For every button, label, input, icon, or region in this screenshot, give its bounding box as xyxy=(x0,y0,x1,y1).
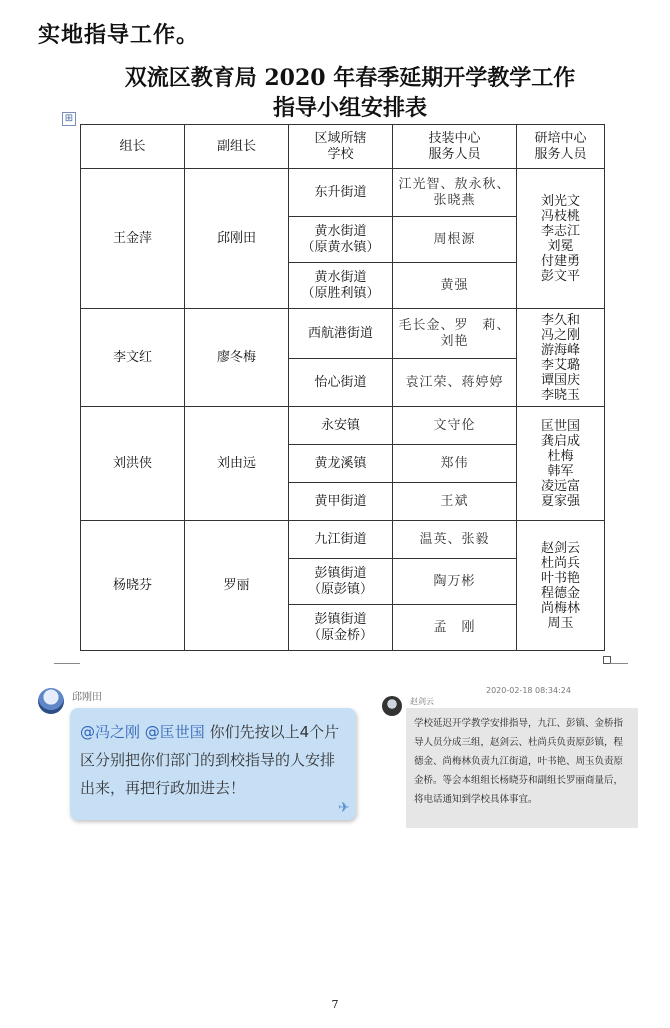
district-cell: 西航港街道 xyxy=(289,309,393,359)
tech-staff-cell: 袁江荣、蒋婷婷 xyxy=(393,359,517,407)
research-staff-cell: 赵剑云 杜尚兵 叶书艳 程德金 尚梅林 周玉 xyxy=(517,521,605,651)
section-heading: 实地指导工作。 xyxy=(38,22,200,48)
district-cell: 九江街道 xyxy=(289,521,393,559)
header-tech-center: 技装中心 服务人员 xyxy=(393,125,517,169)
document-title-line1: 双流区教育局 2020 年春季延期开学教学工作 xyxy=(124,65,576,91)
tech-staff-cell: 文守伦 xyxy=(393,407,517,445)
district-cell: 黄水街道 （原胜利镇） xyxy=(289,263,393,309)
deputy-cell: 邱刚田 xyxy=(185,169,289,309)
tech-staff-cell: 郑伟 xyxy=(393,445,517,483)
page-number: 7 xyxy=(331,998,339,1011)
message2-text: 学校延迟开学教学安排指导，九江、彭镇、金桥指导人员分成三组，赵剑云、杜尚兵负责原彭镇，程德金、尚梅林负责九江街道，叶书艳、周玉负责原金桥。等会本组组长杨晓芬和副组长罗丽商量后，将电话通知到学校具体事宜。 xyxy=(414,718,624,805)
deputy-cell: 刘由远 xyxy=(185,407,289,521)
header-district: 区域所辖 学校 xyxy=(289,125,393,169)
deputy-cell: 廖冬梅 xyxy=(185,309,289,407)
message1-bubble xyxy=(70,708,356,820)
table-move-handle-icon[interactable]: ⊞ xyxy=(62,112,76,126)
district-cell: 彭镇街道 （原彭镇） xyxy=(289,559,393,605)
sender-avatar[interactable] xyxy=(382,696,402,716)
table-row xyxy=(81,169,605,217)
district-cell: 怡心街道 xyxy=(289,359,393,407)
tech-staff-cell: 陶万彬 xyxy=(393,559,517,605)
table-row xyxy=(81,521,605,559)
message1-text: 你们先按以上4个片区分别把你们部门的到校指导的人安排出来，再把行政加进去！ xyxy=(80,723,340,797)
table-row xyxy=(81,407,605,445)
leader-cell: 王金萍 xyxy=(81,169,185,309)
table-row xyxy=(81,309,605,359)
header-leader: 组长 xyxy=(81,125,185,169)
leader-cell: 李文红 xyxy=(81,309,185,407)
header-research-center: 研培中心 服务人员 xyxy=(517,125,605,169)
message1-sender-name: 邱刚田 xyxy=(72,692,102,703)
mention-link[interactable]: @冯之刚 xyxy=(80,723,141,741)
district-cell: 永安镇 xyxy=(289,407,393,445)
margin-rule-left xyxy=(54,663,80,664)
mention-link[interactable]: @匡世国 xyxy=(144,723,205,741)
tech-staff-cell: 江光智、敖永秋、 张晓燕 xyxy=(393,169,517,217)
document-title-line2: 指导小组安排表 xyxy=(272,95,427,121)
table-header-row xyxy=(81,125,605,169)
research-staff-cell: 李久和 冯之刚 游海峰 李艾璐 谭国庆 李晓玉 xyxy=(517,309,605,407)
bubble-decoration-icon: ✈ xyxy=(338,800,350,816)
sender-avatar[interactable] xyxy=(38,688,64,714)
margin-rule-right xyxy=(610,663,628,664)
leader-cell: 刘洪侠 xyxy=(81,407,185,521)
district-cell: 黄龙溪镇 xyxy=(289,445,393,483)
district-cell: 黄甲街道 xyxy=(289,483,393,521)
tech-staff-cell: 温英、张毅 xyxy=(393,521,517,559)
tech-staff-cell: 周根源 xyxy=(393,217,517,263)
schedule-table xyxy=(80,124,605,651)
tech-staff-cell: 黄强 xyxy=(393,263,517,309)
message2-timestamp: 2020-02-18 08:34:24 xyxy=(486,686,571,695)
tech-staff-cell: 毛长金、罗 莉、 刘艳 xyxy=(393,309,517,359)
message2-bubble xyxy=(406,708,638,828)
header-deputy: 副组长 xyxy=(185,125,289,169)
district-cell: 黄水街道 （原黄水镇） xyxy=(289,217,393,263)
tech-staff-cell: 王斌 xyxy=(393,483,517,521)
leader-cell: 杨晓芬 xyxy=(81,521,185,651)
deputy-cell: 罗丽 xyxy=(185,521,289,651)
message2-sender-name: 赵剑云 xyxy=(410,697,434,706)
research-staff-cell: 刘光文 冯枝桃 李志江 刘冕 付建勇 彭文平 xyxy=(517,169,605,309)
research-staff-cell: 匡世国 龚启成 杜梅 韩军 凌远富 夏家强 xyxy=(517,407,605,521)
district-cell: 彭镇街道 （原金桥） xyxy=(289,605,393,651)
tech-staff-cell: 孟 刚 xyxy=(393,605,517,651)
district-cell: 东升街道 xyxy=(289,169,393,217)
